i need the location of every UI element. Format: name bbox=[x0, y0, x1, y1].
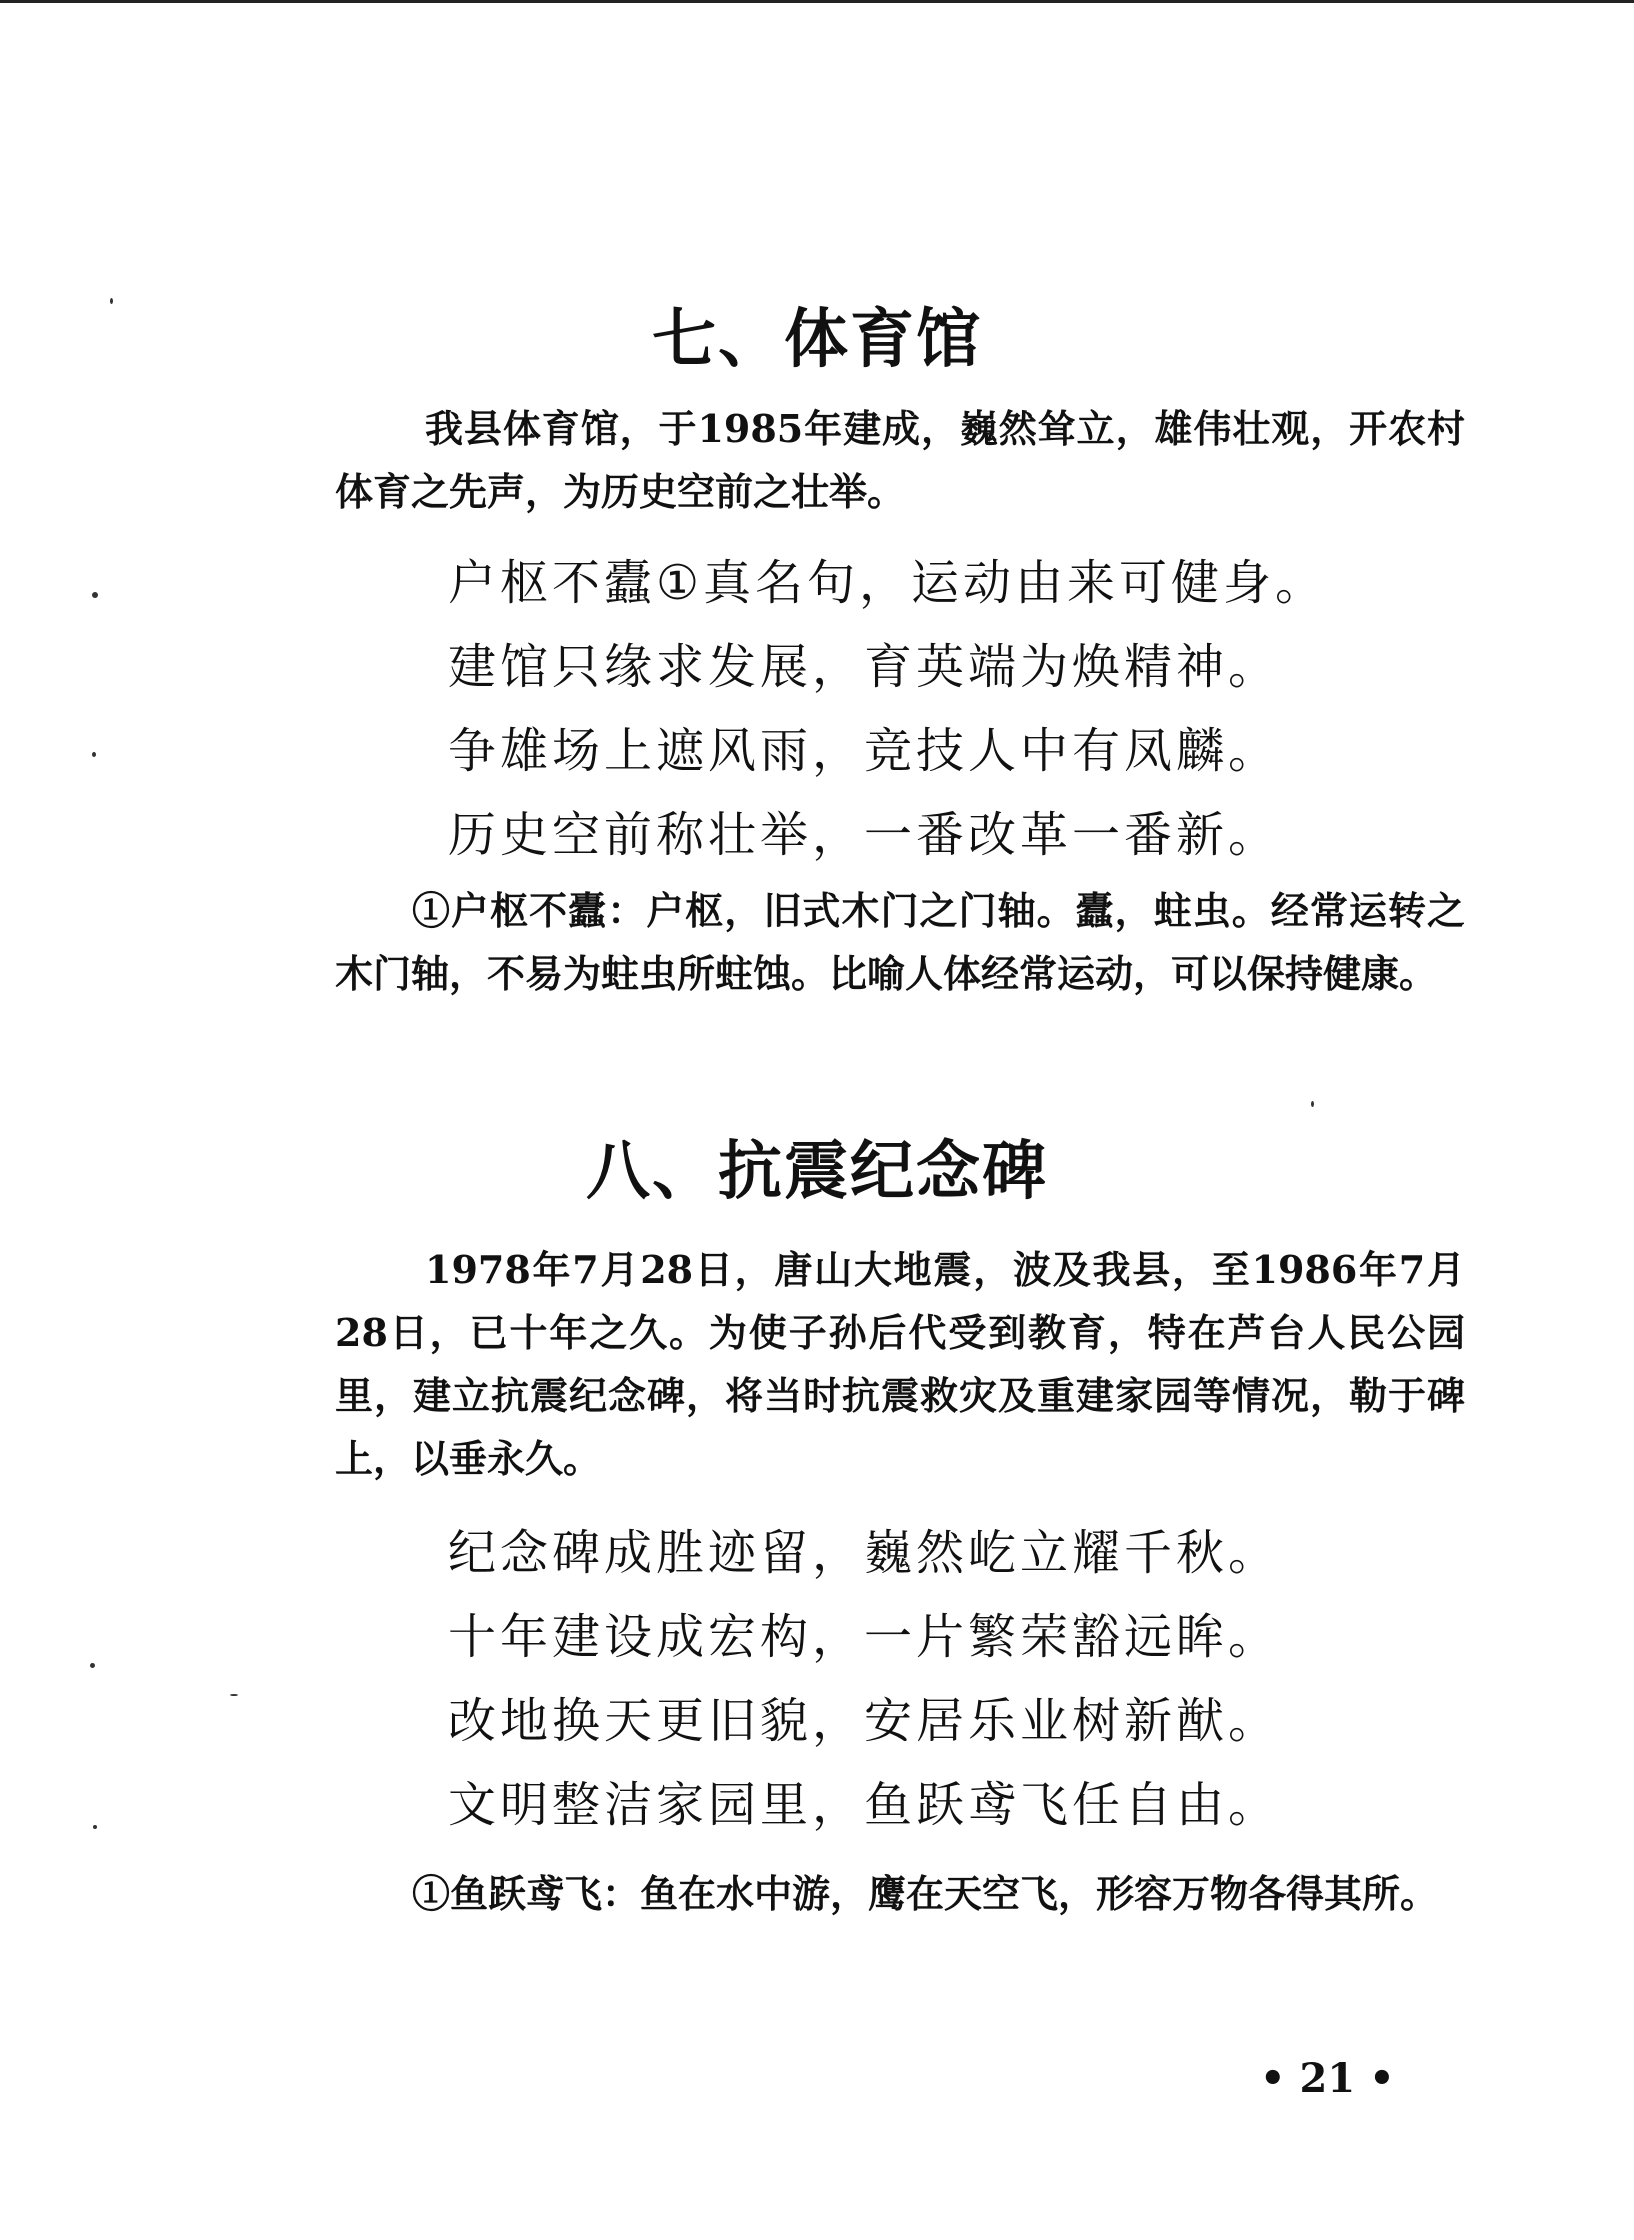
poem-earthquake-memorial bbox=[448, 1511, 1498, 1847]
section-title-earthquake-memorial: 八、抗震纪念碑 bbox=[586, 1134, 1048, 1209]
section-intro-gymnasium: 我县体育馆，于1985年建成，巍然耸立，雄伟壮观，开农村体育之先声，为历史空前之壮举。 bbox=[335, 406, 1465, 514]
scan-speck bbox=[92, 752, 96, 757]
scan-speck bbox=[1311, 1101, 1314, 1107]
section-intro-earthquake-memorial: 1978年7月28日，唐山大地震，波及我县，至1986年7月28日，已十年之久。为使子孙后代受到教育，特在芦台人民公园里，建立抗震纪念碑，将当时抗震救灾及重建家园等情况，勒于碑上，以垂永久。 bbox=[335, 1247, 1465, 1481]
scan-speck bbox=[110, 298, 113, 304]
scan-speck bbox=[230, 1694, 238, 1696]
poem-line: 建馆只缘求发展，育英端为焕精神。 bbox=[448, 639, 1281, 695]
scan-speck bbox=[90, 1663, 95, 1668]
poem-line: 户枢不蠹①真名句，运动由来可健身。 bbox=[448, 555, 1328, 611]
footnote-earthquake-memorial: ①鱼跃鸢飞：鱼在水中游，鹰在天空飞，形容万物各得其所。 bbox=[412, 1871, 1439, 1916]
footnote-gymnasium: ①户枢不蠹：户枢，旧式木门之门轴。蠹，蛀虫。经常运转之木门轴，不易为蛀虫所蛀蚀。比喻人体经常运动，可以保持健康。 bbox=[335, 888, 1465, 996]
top-border-line bbox=[0, 0, 1634, 3]
scan-speck bbox=[93, 1825, 97, 1829]
poem-line: 争雄场上遮风雨，竞技人中有凤麟。 bbox=[448, 723, 1281, 779]
poem-line: 纪念碑成胜迹留，巍然屹立耀千秋。 bbox=[448, 1525, 1281, 1581]
scan-speck bbox=[92, 592, 98, 598]
poem-line: 十年建设成宏构，一片繁荣豁远眸。 bbox=[448, 1609, 1281, 1665]
page-number: • 21 • bbox=[1260, 2055, 1395, 2102]
poem-line: 文明整洁家园里，鱼跃鸢飞任自由。 bbox=[448, 1777, 1281, 1833]
section-title-gymnasium: 七、体育馆 bbox=[652, 302, 982, 377]
poem-line: 改地换天更旧貌，安居乐业树新猷。 bbox=[448, 1693, 1281, 1749]
poem-line: 历史空前称壮举，一番改革一番新。 bbox=[448, 807, 1281, 863]
poem-gymnasium bbox=[448, 541, 1498, 877]
